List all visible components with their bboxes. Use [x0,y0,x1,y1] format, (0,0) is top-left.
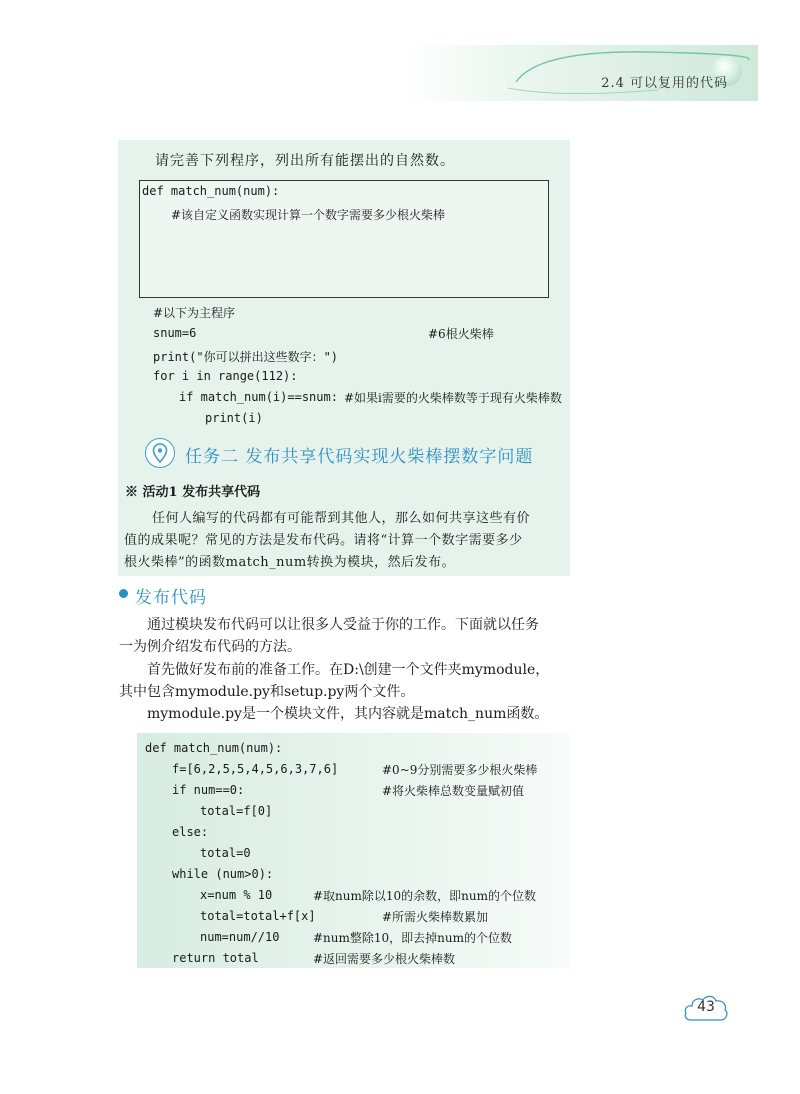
code-line: while (num>0): [172,867,274,881]
code-line: f=[6,2,5,5,4,5,6,3,7,6] [172,762,339,776]
code-line: return total [172,951,259,965]
code-line: def match_num(num): [142,184,280,198]
code-line: total=total+f[x] [200,909,316,923]
code-line: total=f[0] [200,804,273,818]
paragraph: 通过模块发布代码可以让很多人受益于你的工作。下面就以任务 [147,617,539,633]
paragraph: 首先做好发布前的准备工作。在D:\创建一个文件夹mymodule， [147,662,550,678]
code-comment: #返回需要多少根火柴棒数 [313,952,456,966]
code-comment: #0~9分别需要多少根火柴棒 [382,763,538,777]
code-line: for i in range(112): [153,369,298,383]
code-comment: #所需火柴棒数累加 [382,910,489,924]
code-comment: #将火柴棒总数变量赋初值 [382,784,525,798]
page-number: 43 [697,999,715,1015]
code-line: if num==0: [172,783,245,797]
code-line: x=num % 10 [200,888,273,902]
section-header: 2.4 可以复用的代码 [601,76,728,91]
code-comment: #如果i需要的火柴棒数等于现有火柴棒数 [344,391,562,405]
code-comment: #该自定义函数实现计算一个数字需要多少根火柴棒 [171,208,446,222]
code-line: print(i) [205,411,263,425]
code-line: else: [172,825,209,839]
code-line: num=num//10 [200,930,280,944]
paragraph: 根火柴棒”的函数match_num转换为模块，然后发布。 [124,555,456,570]
code-line: if match_num(i)==snum: [179,390,338,404]
exercise-instruction: 请完善下列程序，列出所有能摆出的自然数。 [155,153,455,169]
code-line: snum=6 [153,326,197,340]
code-line: total=0 [200,846,251,860]
code-comment: #以下为主程序 [153,306,236,320]
code-line: print("你可以拼出这些数字：") [153,350,339,364]
paragraph: 值的成果呢？常见的方法是发布代码。请将“计算一个数字需要多少 [124,533,523,548]
bullet-icon [119,589,128,598]
location-pin-icon [145,438,175,468]
activity-title: ※ 活动1 发布共享代码 [125,485,261,500]
section-title: 发布代码 [135,588,207,608]
code-line: def match_num(num): [145,741,283,755]
paragraph: 一为例介绍发布代码的方法。 [119,639,301,655]
paragraph: mymodule.py是一个模块文件，其内容就是match_num函数。 [147,706,549,722]
code-comment: #取num除以10的余数，即num的个位数 [313,889,536,903]
paragraph: 其中包含mymodule.py和setup.py两个文件。 [119,684,415,700]
task-title: 任务二 发布共享代码实现火柴棒摆数字问题 [185,447,534,467]
code-comment: #num整除10，即去掉num的个位数 [313,931,512,945]
code-comment: #6根火柴棒 [428,327,494,341]
paragraph: 任何人编写的代码都有可能帮到其他人，那么如何共享这些有价 [152,511,531,526]
